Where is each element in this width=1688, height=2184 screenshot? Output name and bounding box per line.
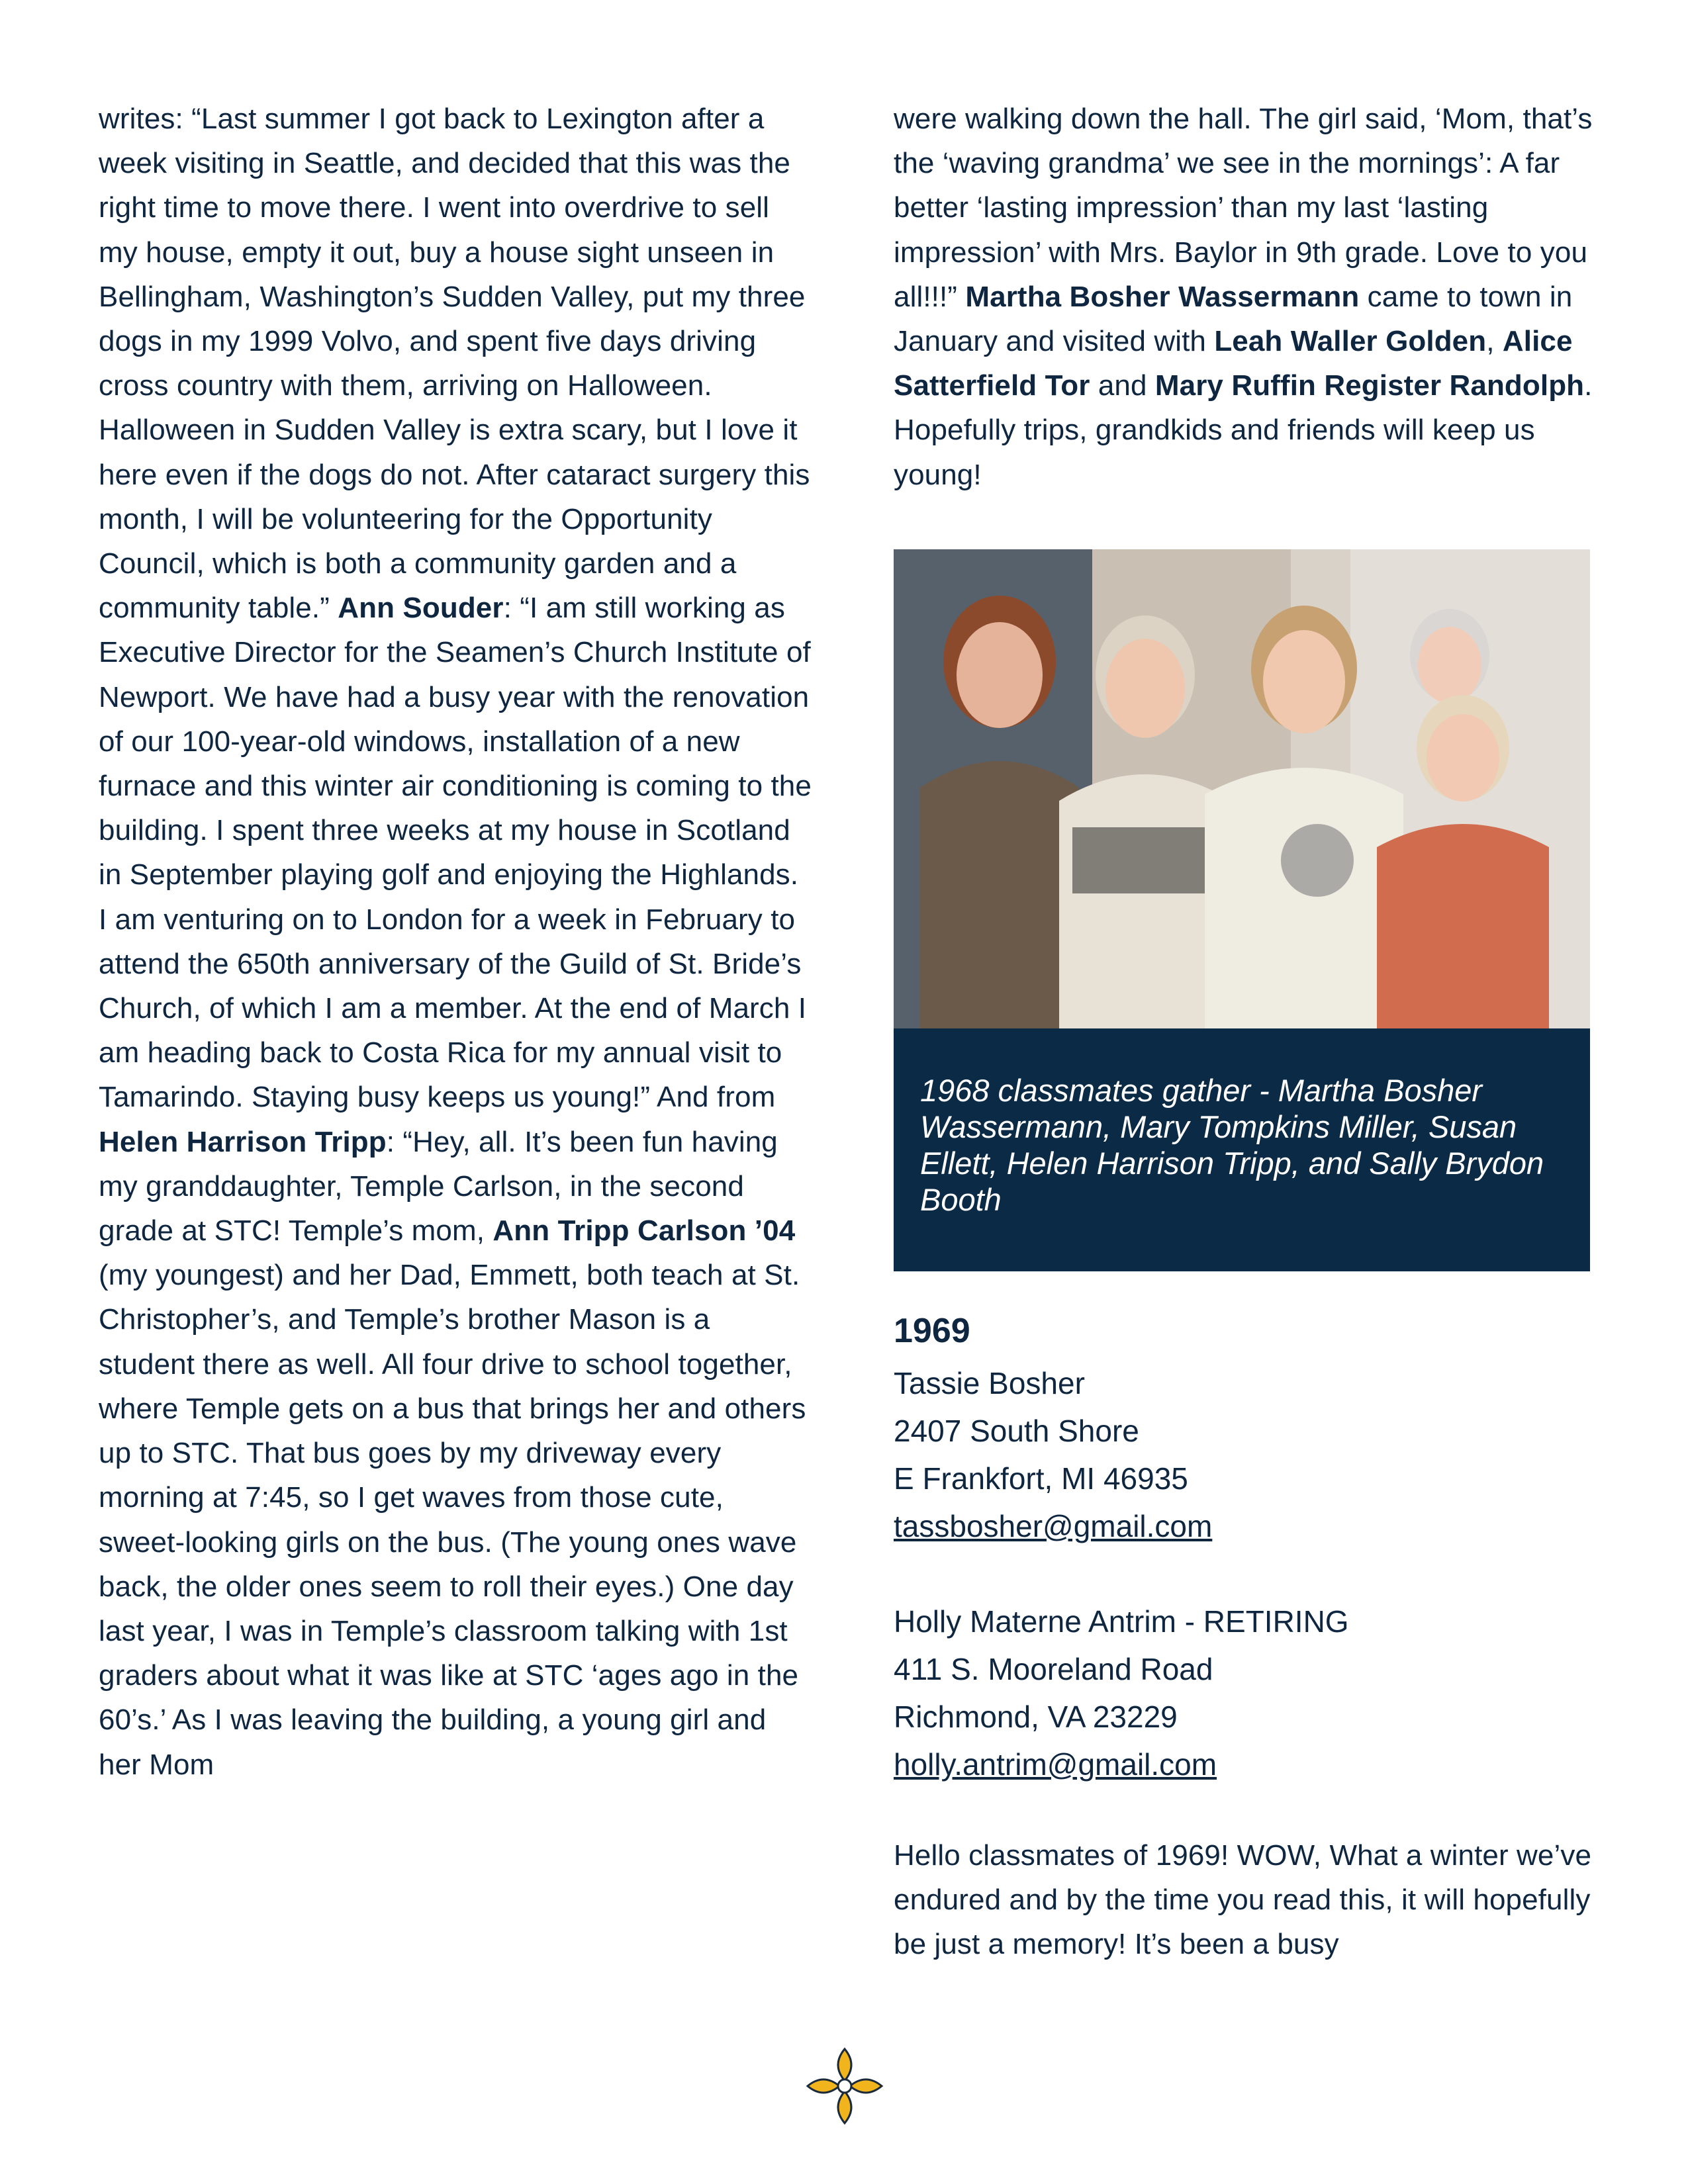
text-segment: , [1486,325,1495,358]
classmate-name: Ann Tripp Carlson ’04 [492,1214,796,1248]
rep-email-link[interactable]: holly.antrim@gmail.com [894,1747,1217,1782]
class-1969-intro: Hello classmates of 1969! WOW, What a winter we’ve endured and by the time you read this, it will hopefully be just a memory! It’s been a busy [894,1839,1592,1961]
rep-email-link[interactable]: tassbosher@gmail.com [894,1509,1213,1543]
photo-illustration [894,549,1590,1028]
class-1969-block [894,1309,1595,1788]
classmates-photo [894,549,1590,1028]
text-segment: and [1098,369,1147,402]
class-year-heading: 1969 [894,1312,970,1350]
rep-city: E Frankfort, MI 46935 [894,1461,1188,1496]
text-segment: came to town in January and visited with [894,280,1573,358]
rep-street: 411 S. Mooreland Road [894,1652,1213,1686]
right-column [894,97,1595,497]
class-notes-text-left [99,97,814,1787]
quatrefoil-logo-icon [804,2045,886,2127]
school-logo-icon [804,2045,886,2127]
rep-street: 2407 South Shore [894,1414,1139,1448]
classmate-name: Helen Harrison Tripp [99,1125,387,1158]
class-1969-notes [894,1833,1595,1967]
rep-name: Holly Materne Antrim - RETIRING [894,1604,1349,1639]
classmate-name: Leah Waller Golden [1214,325,1487,358]
classmate-name: Martha Bosher Wassermann [965,280,1360,313]
classmate-name: Alice Satterfield Tor [894,325,1573,402]
text-segment: (my youngest) and her Dad, Emmett, both teach at St. Christopher’s, and Temple’s brother Mason is a student there as well. All four drive to school together, where Temple gets on a bus that brings her and others up to STC. That bus goes by my driveway every morning at 7:45, so I get waves from those cute, sweet-looking girls on the bus. (The young ones wave back, the older ones seem to roll their eyes.) One day last year, I was in Temple’s classroom talking with 1st graders about what it was like at STC ‘ages ago in the 60’s.’ As I was leaving the building, a young girl and her Mom [99,1259,806,1781]
text-segment: : “Hey, all. It’s been fun having my granddaughter, Temple Carlson, in the second grade at STC! Temple’s mom, [99,1125,778,1248]
rep-city: Richmond, VA 23229 [894,1700,1178,1734]
spacer [894,1550,1595,1598]
photo-caption-box [894,1028,1590,1271]
text-segment: : “I am still working as Executive Director for the Seamen’s Church Institute of Newport. We have had a busy year with the renovation of our 100-year-old windows, installation of a new furnace and this winter air conditioning is coming to the building. I spent three weeks at my house in Scotland in September playing golf and enjoying the Highlands. I am venturing on to London for a week in February to attend the 650th anniversary of the Guild of St. Bride’s Church, of which I am a member. At the end of March I am heading back to Costa Rica for my annual visit to Tamarindo. Staying busy keeps us young!” And from [99,592,812,1114]
classmate-name: Ann Souder [338,592,504,625]
rep-name: Tassie Bosher [894,1366,1085,1400]
class-notes-text-right [894,97,1595,497]
text-segment: writes: “Last summer I got back to Lexington after a week visiting in Seattle, and decided that this was the right time to move there. I went into overdrive to sell my house, empty it out, buy a house sight unseen in Bellingham, Washington’s Sudden Valley, put my three dogs in my 1999 Volvo, and spent five days driving cross country with them, arriving on Halloween. Halloween in Sudden Valley is extra scary, but I love it here even if the dogs do not. After cataract surgery this month, I will be volunteering for the Opportunity Council, which is both a community garden and a community table.” [99,103,810,625]
classmate-name: Mary Ruffin Register Randolph [1154,369,1585,402]
text-segment: were walking down the hall. The girl said, ‘Mom, that’s the ‘waving grandma’ we see in the mornings’: A far better ‘lasting impression’ than my last ‘lasting impression’ with Mrs. Baylor in 9th grade. Love to you all!!!” [894,103,1593,313]
text-segment: . Hopefully trips, grandkids and friends will keep us young! [894,369,1593,491]
left-column [99,97,814,1787]
photo-caption: 1968 classmates gather - Martha Bosher Wassermann, Mary Tompkins Miller, Susan Ellett, Helen Harrison Tripp, and Sally Brydon Booth [920,1073,1544,1217]
